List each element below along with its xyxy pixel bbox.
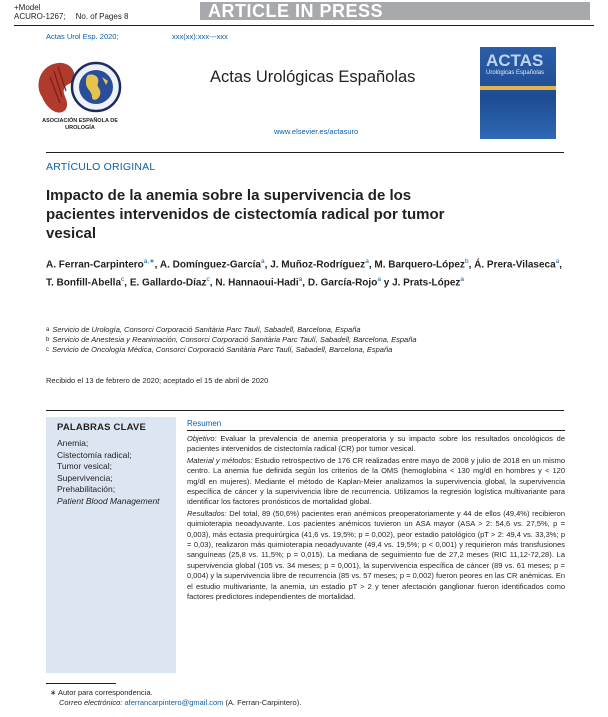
author-separator: , [209,277,216,289]
author-name: E. Gallardo-Díaz [129,277,207,289]
abstract-title: Resumen [187,419,222,428]
author-separator: , [302,277,308,289]
author-affiliation-mark: c [206,276,210,284]
received-accepted-dates: Recibido el 13 de febrero de 2020; aceptado el 15 de abril de 2020 [46,376,269,385]
abstract-body [187,434,565,604]
header-divider [14,25,594,26]
author-name: T. Bonfill-Abella [46,277,121,289]
email-label: Correo electrónico: [59,698,123,707]
affiliation-item [46,325,566,335]
journal-citation: Actas Urol Esp. 2020; [46,32,119,41]
affiliation-text: Servicio de Anestesia y Reanimación, Consorci Corporació Sanitària Parc Taulí, Sabadell, Barcelona, España [52,335,417,344]
abstract-title-divider [187,430,565,431]
abstract-paragraph [187,509,565,603]
correspondence-note: ∗ Autor para correspondencia. [50,688,153,697]
footnote-divider [46,683,116,684]
author-separator: y [380,277,393,289]
article-code: ACURO-1267; [14,12,66,21]
author-name: D. García-Rojo [307,277,378,289]
affiliation-mark: c [46,347,49,353]
article-title: Impacto de la anemia sobre la supervivencia de los pacientes intervenidos de cistectomía radical por tumor vesical [46,187,445,242]
press-header-info [14,3,139,21]
author-affiliation-mark: a [298,276,303,284]
author-list [46,254,566,291]
author-affiliation-mark: a [460,276,465,284]
author-separator: , [559,259,563,271]
society-name: ASOCIACIÓN ESPAÑOLA DE UROLOGÍA [42,118,118,131]
email-link[interactable]: aferrancarpintero@gmail.com [124,698,224,707]
affiliation-list [46,325,566,355]
author-name: A. Domínguez-García [159,259,261,271]
affiliation-item [46,335,566,345]
author-affiliation-mark: a [377,276,381,284]
page-count: No. of Pages 8 [75,12,129,21]
abstract-paragraph [187,456,565,508]
abstract-section-text: Del total, 89 (50,6%) pacientes eran anémicos preoperatoriamente y 44 de ellos (49,4%) recibieron quimioterapia neoadyuvante. Los pacientes anémicos tuvieron un ASA mayor (ASA > 2: 54,6 vs. 27,5%, p = 0,003), más ectasia prequirúrgica (41,6 vs. 19,5%; p = 0,002), peor estadio patológico (pT > 2: 49,4 vs. 33,3%; p = 0,03), realizaron más quimioterapia neoadyuvante (49,4 vs. 19,5%; p < 0,001) y requirieron más transfusiones sanguíneas (25,8 vs. 11,5%; p = 0,015). La mediana de seguimiento fue de 27,2 meses (RIC 11,12-72,28). La supervivencia global (105 vs. 34 meses; p = 0,001), la supervivencia específica de cáncer (89 vs. 61 meses; p = 0,004) y la supervivencia libre de recurrencia (85 vs. 57 meses; p = 0,002) fueron peores en las CR anémicas. En el estudio multivariante, la anemia, un estadio pT > 2 y tener afectación ganglionar fueron identificados como factores predictores independientes de mortalidad. [187,508,565,602]
author-name: J. Muñoz-Rodríguez [270,259,366,271]
email-line [50,698,301,708]
section-label: ARTÍCULO ORIGINAL [46,161,156,173]
author-affiliation-mark: a,∗ [143,258,155,265]
abstract-section-text: Estudio retrospectivo de 176 CR realizadas entre mayo de 2008 y julio de 2018 en un mismo centro. La anemia fue definida según los criterios de la OMS (hemoglobina < 130 mg/dl en hombres y < 120 mg/dl en mujeres). Mediante el método de Kaplan-Meier analizamos la supervivencia global, la supervivencia específica de cáncer y la supervivencia libre de recurrencia. Utilizamos la regresión logística multivariante para identificar los factores pronósticos de mortalidad global. [187,455,565,507]
masthead-divider [46,152,564,153]
author-affiliation-mark: b [464,258,469,265]
affiliation-mark: a [46,327,50,333]
abstract-section-label: Objetivo: [187,434,217,443]
cover-subtitle: Urológicas Españolas [486,70,545,76]
author-affiliation-mark: a [365,258,369,265]
author-affiliation-mark: c [121,276,125,284]
correspondence-footnote [50,688,301,708]
affiliation-item [46,345,566,355]
keyword-item: Prehabilitación; [57,484,116,494]
article-in-press-text: ARTICLE IN PRESS [208,1,384,21]
author-name: A. Ferran-Carpintero [46,259,144,271]
model-label: +Model [14,3,41,12]
keywords-list [57,438,172,507]
cover-stripe [480,86,556,90]
affiliation-mark: b [46,337,50,343]
author-separator: , [264,259,271,271]
abstract-section-label: Material y métodos: [187,455,253,465]
author-name: M. Barquero-López [374,259,465,271]
affiliation-text: Servicio de Oncología Médica, Consorci Corporació Sanitària Parc Taulí, Sabadell, Barcelona, España [52,345,393,354]
kidney-emblem-icon [39,63,75,113]
cover-title: ACTAS [486,51,544,70]
author-name: J. Prats-López [392,277,461,289]
abstract-section-text: Evaluar la prevalencia de anemia preoperatoria y su impacto sobre los resultados oncológicos de pacientes intervenidos de cistectomía radical (CR) por tumor vesical. [187,434,565,454]
author-affiliation-mark: a [555,258,560,265]
affiliation-text: Servicio de Urología, Consorci Corporació Sanitària Parc Taulí, Sabadell, Barcelona, España [52,325,361,334]
keyword-item: Anemia; [57,438,89,448]
journal-title: Actas Urológicas Españolas [210,68,416,86]
keyword-item: Supervivencia; [57,472,113,483]
author-separator: , [468,259,475,271]
globe-emblem-icon [72,63,120,111]
keyword-item: Patient Blood Management [57,495,160,506]
journal-url-link[interactable]: www.elsevier.es/actasuro [274,127,359,136]
abstract-paragraph [187,434,565,455]
author-affiliation-mark: a [261,258,265,265]
keywords-title: PALABRAS CLAVE [57,422,147,433]
author-name: N. Hannaoui-Hadi [215,277,299,289]
abstract-divider [46,410,564,411]
keyword-item: Cistectomía radical; [57,449,132,460]
author-separator: , [368,259,375,271]
journal-volume-pages: xxx(xx):xxx---xxx [172,32,228,41]
author-name: Á. Prera-Vilaseca [474,259,556,271]
author-separator: , [124,277,130,289]
author-separator: , [154,259,160,271]
abstract-section-label: Resultados: [187,508,227,518]
email-suffix: (A. Ferran-Carpintero). [223,698,302,707]
keyword-item: Tumor vesical; [57,461,112,471]
